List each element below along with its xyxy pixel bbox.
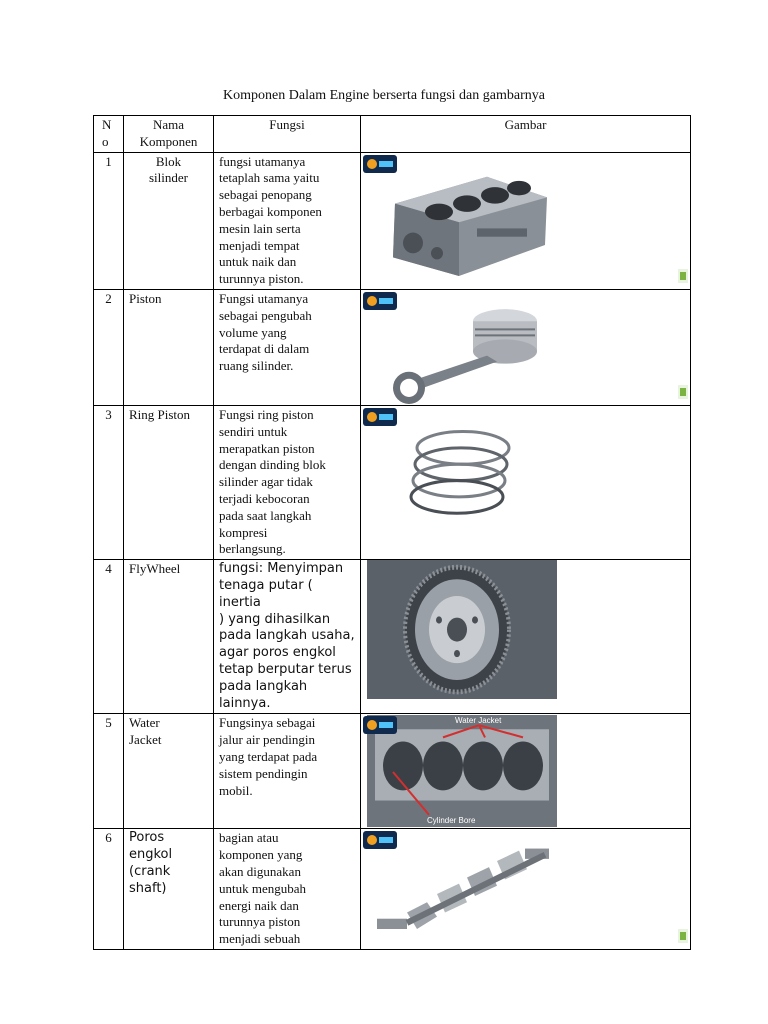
- component-function-text: Fungsi utamanya sebagai pengubah volume yang terdapat di dalam ruang silinder.: [219, 290, 312, 374]
- header-fungsi-label: Fungsi: [269, 117, 305, 132]
- component-name-text: Water Jacket: [129, 715, 162, 748]
- component-function: [214, 829, 361, 950]
- table-row: [94, 289, 691, 405]
- component-image-cell: [361, 289, 691, 405]
- component-function-text: Fungsi ring piston sendiri untuk merapatkan piston dengan dinding blok silinder agar tidak terjadi kebocoran pada saat langkah kompresi berlangsung.: [219, 406, 326, 557]
- component-table: [93, 115, 691, 950]
- component-name-text: Blok silinder: [149, 153, 188, 186]
- component-function-text: fungsi: Menyimpan tenaga putar ( inertia ) yang dihasilkan pada langkah usaha, agar poros engkol tetap berputar terus pada langkah lainnya.: [219, 561, 355, 711]
- component-function: [214, 714, 361, 829]
- component-name: [124, 560, 214, 714]
- component-function: [214, 152, 361, 289]
- header-nama-label: Nama Komponen: [139, 117, 198, 149]
- header-gambar-label: Gambar: [504, 117, 547, 132]
- component-name-text: Piston: [129, 290, 162, 306]
- row-number: 2: [94, 289, 124, 405]
- component-function: [214, 560, 361, 714]
- component-function-text: Fungsinya sebagai jalur air pendingin yang terdapat pada sistem pendingin mobil.: [219, 715, 318, 798]
- watermark-badge-icon: [678, 269, 688, 283]
- flywheel-image: [367, 560, 557, 699]
- watermark-logo-icon: [363, 155, 397, 173]
- component-name-text: Poros engkol (crank shaft): [129, 830, 173, 896]
- watermark-badge-icon: [678, 929, 688, 943]
- header-nama: [124, 116, 214, 153]
- watermark-logo-icon: [363, 408, 397, 426]
- header-gambar: [361, 116, 691, 153]
- piston-rings-image: [367, 407, 557, 558]
- row-number: 1: [94, 152, 124, 289]
- watermark-logo-icon: [363, 292, 397, 310]
- component-name: [124, 714, 214, 829]
- component-function: [214, 405, 361, 559]
- row-number: 4: [94, 560, 124, 714]
- row-number: 6: [94, 829, 124, 950]
- component-name: [124, 289, 214, 405]
- header-fungsi: [214, 116, 361, 153]
- engine-block-image: [367, 154, 557, 288]
- component-image-cell: [361, 829, 691, 950]
- component-image-cell: [361, 405, 691, 559]
- cylinder-bore-label: Cylinder Bore: [427, 816, 476, 826]
- table-row: [94, 560, 691, 714]
- component-function: [214, 289, 361, 405]
- table-header-row: [94, 116, 691, 153]
- component-image-cell: [361, 714, 691, 829]
- header-no: [94, 116, 124, 153]
- watermark-logo-icon: [363, 716, 397, 734]
- header-no-label: N o: [102, 117, 112, 149]
- row-number: 3: [94, 405, 124, 559]
- table-row: [94, 829, 691, 950]
- watermark-badge-icon: [678, 385, 688, 399]
- component-name: [124, 405, 214, 559]
- component-image-cell: [361, 152, 691, 289]
- component-image-cell: [361, 560, 691, 714]
- component-function-text: bagian atau komponen yang akan digunakan untuk mengubah energi naik dan turunnya piston menjadi sebuah: [219, 830, 307, 947]
- table-row: [94, 714, 691, 829]
- component-name: [124, 152, 214, 289]
- table-row: [94, 405, 691, 559]
- document-title: Komponen Dalam Engine berserta fungsi dan gambarnya: [223, 88, 545, 103]
- component-name: [124, 829, 214, 950]
- table-row: [94, 152, 691, 289]
- component-name-text: FlyWheel: [129, 561, 181, 577]
- water-jacket-label: Water Jacket: [455, 716, 502, 726]
- component-function-text: fungsi utamanya tetaplah sama yaitu sebagai penopang berbagai komponen mesin lain serta menjadi tempat untuk naik dan turunnya piston.: [219, 153, 322, 287]
- watermark-logo-icon: [363, 831, 397, 849]
- row-number: 5: [94, 714, 124, 829]
- component-name-text: Ring Piston: [129, 406, 191, 422]
